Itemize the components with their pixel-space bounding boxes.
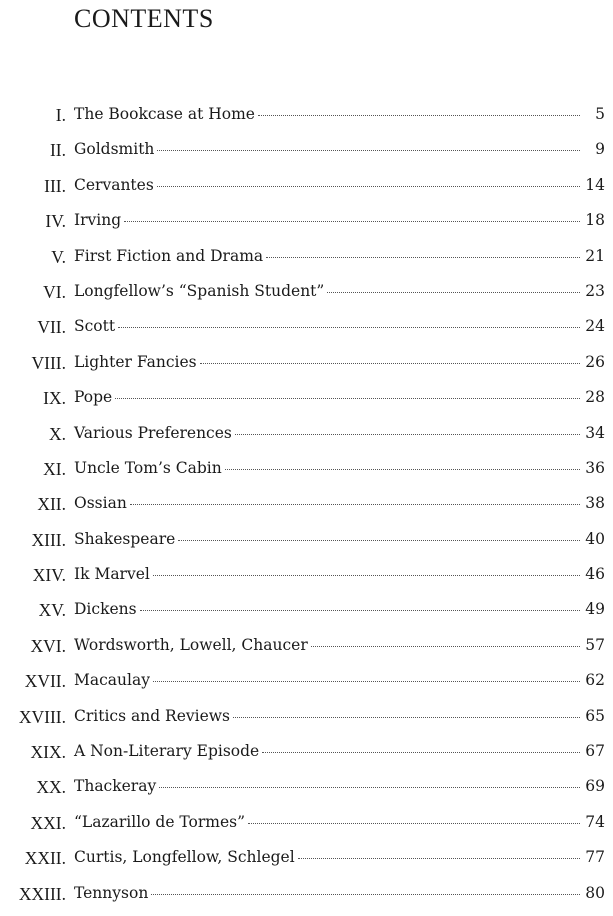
chapter-title: Thackeray bbox=[74, 777, 157, 796]
chapter-title: Longfellow’s “Spanish Student” bbox=[74, 281, 325, 300]
chapter-number: XIX. bbox=[30, 742, 66, 763]
toc-entry[interactable] bbox=[0, 132, 613, 167]
toc-entry[interactable] bbox=[0, 840, 613, 875]
toc-entry-line bbox=[74, 105, 605, 123]
dot-leader bbox=[159, 787, 580, 788]
chapter-title: Irving bbox=[74, 211, 122, 230]
toc-entry-line bbox=[74, 707, 605, 725]
toc-entry[interactable] bbox=[0, 309, 613, 344]
dot-leader bbox=[258, 115, 580, 116]
dot-leader bbox=[124, 221, 580, 222]
page-number: 18 bbox=[585, 211, 605, 230]
chapter-title: Shakespeare bbox=[74, 529, 176, 548]
toc-entry-line bbox=[74, 742, 605, 760]
chapter-title: A Non-Literary Episode bbox=[74, 742, 260, 761]
chapter-title: First Fiction and Drama bbox=[74, 246, 264, 265]
chapter-title: Curtis, Longfellow, Schlegel bbox=[74, 848, 295, 867]
page-number: 5 bbox=[595, 105, 605, 123]
chapter-title: Ik Marvel bbox=[74, 565, 150, 584]
dot-leader bbox=[130, 504, 580, 505]
chapter-number: XIII. bbox=[31, 529, 66, 550]
chapter-number: XII. bbox=[37, 494, 66, 515]
page-number: 77 bbox=[585, 848, 605, 867]
toc-entry-line bbox=[74, 777, 605, 795]
page-number: 65 bbox=[585, 706, 605, 725]
chapter-number: IV. bbox=[45, 211, 66, 232]
toc-entry-line bbox=[74, 353, 605, 371]
toc-entry[interactable] bbox=[0, 97, 613, 132]
toc-entry[interactable] bbox=[0, 805, 613, 840]
toc-entry-line bbox=[74, 282, 605, 300]
page-number: 21 bbox=[585, 246, 605, 265]
toc-entry-line bbox=[74, 671, 605, 689]
chapter-number: VI. bbox=[43, 281, 66, 302]
toc-entry-line bbox=[74, 424, 605, 442]
chapter-title: Dickens bbox=[74, 600, 137, 619]
dot-leader bbox=[225, 469, 580, 470]
toc-entry[interactable] bbox=[0, 699, 613, 734]
chapter-number: II. bbox=[49, 140, 66, 161]
toc-entry[interactable] bbox=[0, 628, 613, 663]
dot-leader bbox=[178, 540, 580, 541]
page-number: 46 bbox=[585, 565, 605, 584]
page-number: 40 bbox=[585, 529, 605, 548]
page-number: 14 bbox=[585, 175, 605, 194]
chapter-number: XVIII. bbox=[18, 706, 66, 727]
toc-entry-line bbox=[74, 530, 605, 548]
page-number: 38 bbox=[585, 494, 605, 513]
chapter-title: Various Preferences bbox=[74, 423, 232, 442]
toc-entry-line bbox=[74, 317, 605, 335]
dot-leader bbox=[298, 858, 580, 859]
dot-leader bbox=[151, 894, 580, 895]
page-number: 67 bbox=[585, 742, 605, 761]
page-number: 34 bbox=[585, 423, 605, 442]
page-number: 24 bbox=[585, 317, 605, 336]
dot-leader bbox=[200, 363, 580, 364]
page-number: 69 bbox=[585, 777, 605, 796]
page-number: 49 bbox=[585, 600, 605, 619]
dot-leader bbox=[311, 646, 580, 647]
dot-leader bbox=[266, 257, 580, 258]
chapter-title: Ossian bbox=[74, 494, 127, 513]
toc-entry-line bbox=[74, 636, 605, 654]
toc-entry-line bbox=[74, 565, 605, 583]
dot-leader bbox=[115, 398, 580, 399]
chapter-number: XX. bbox=[36, 777, 66, 798]
chapter-title: Uncle Tom’s Cabin bbox=[74, 458, 222, 477]
toc-entry[interactable] bbox=[0, 380, 613, 415]
dot-leader bbox=[157, 186, 580, 187]
chapter-number: XIV. bbox=[32, 565, 66, 586]
toc-entry-line bbox=[74, 388, 605, 406]
page-number: 74 bbox=[585, 812, 605, 831]
dot-leader bbox=[153, 681, 580, 682]
dot-leader bbox=[262, 752, 580, 753]
chapter-number: XXI. bbox=[30, 812, 66, 833]
page-number: 26 bbox=[585, 352, 605, 371]
toc-entry[interactable] bbox=[0, 416, 613, 451]
chapter-number: VIII. bbox=[31, 352, 66, 373]
dot-leader bbox=[157, 150, 580, 151]
page-number: 57 bbox=[585, 635, 605, 654]
chapter-number: X. bbox=[48, 423, 66, 444]
toc-entry[interactable] bbox=[0, 663, 613, 698]
chapter-number: XV. bbox=[38, 600, 66, 621]
page-number: 80 bbox=[585, 883, 605, 902]
toc-entry-line bbox=[74, 459, 605, 477]
chapter-title: Cervantes bbox=[74, 175, 154, 194]
dot-leader bbox=[153, 575, 580, 576]
chapter-title: Critics and Reviews bbox=[74, 706, 230, 725]
chapter-title: “Lazarillo de Tormes” bbox=[74, 812, 246, 831]
toc-entry[interactable] bbox=[0, 486, 613, 521]
toc-entry[interactable] bbox=[0, 522, 613, 557]
dot-leader bbox=[140, 610, 580, 611]
toc-entry-line bbox=[74, 884, 605, 902]
chapter-title: Goldsmith bbox=[74, 140, 155, 159]
chapter-number: VII. bbox=[37, 317, 66, 338]
toc-entry-line bbox=[74, 813, 605, 831]
chapter-number: XXII. bbox=[24, 848, 66, 869]
page-number: 62 bbox=[585, 671, 605, 690]
toc-entry[interactable] bbox=[0, 168, 613, 203]
toc-entry-line bbox=[74, 140, 605, 158]
chapter-number: V. bbox=[51, 246, 66, 267]
toc-entry-line bbox=[74, 176, 605, 194]
chapter-title: Pope bbox=[74, 388, 113, 407]
toc-entry-line bbox=[74, 247, 605, 265]
toc-entry[interactable] bbox=[0, 345, 613, 380]
page-number: 36 bbox=[585, 458, 605, 477]
chapter-number: XVII. bbox=[24, 671, 66, 692]
chapter-title: Wordsworth, Lowell, Chaucer bbox=[74, 635, 308, 654]
toc-entry[interactable] bbox=[0, 203, 613, 238]
dot-leader bbox=[327, 292, 580, 293]
toc-entry-line bbox=[74, 600, 605, 618]
chapter-number: XXIII. bbox=[18, 883, 66, 904]
chapter-title: The Bookcase at Home bbox=[74, 105, 255, 123]
chapter-title: Tennyson bbox=[74, 883, 149, 902]
page-number: 9 bbox=[595, 140, 605, 159]
toc-entry-line bbox=[74, 211, 605, 229]
chapter-number: IX. bbox=[43, 388, 66, 409]
dot-leader bbox=[118, 327, 580, 328]
toc-entry[interactable] bbox=[0, 592, 613, 627]
toc-entry[interactable] bbox=[0, 876, 613, 911]
chapter-number: I. bbox=[55, 105, 66, 125]
page-title: CONTENTS bbox=[74, 4, 214, 33]
toc-entry[interactable] bbox=[0, 734, 613, 769]
chapter-number: XI. bbox=[43, 458, 66, 479]
chapter-number: XVI. bbox=[30, 635, 66, 656]
toc-entry[interactable] bbox=[0, 451, 613, 486]
page-number: 28 bbox=[585, 388, 605, 407]
toc-entry-line bbox=[74, 848, 605, 866]
dot-leader bbox=[248, 823, 580, 824]
toc-entry[interactable] bbox=[0, 769, 613, 804]
chapter-number: III. bbox=[44, 175, 66, 196]
chapter-title: Macaulay bbox=[74, 671, 150, 690]
dot-leader bbox=[235, 434, 580, 435]
toc-entry[interactable] bbox=[0, 239, 613, 274]
toc-entry[interactable] bbox=[0, 274, 613, 309]
page-number: 23 bbox=[585, 281, 605, 300]
toc-entry-line bbox=[74, 494, 605, 512]
chapter-title: Lighter Fancies bbox=[74, 352, 197, 371]
dot-leader bbox=[233, 717, 580, 718]
toc-entry[interactable] bbox=[0, 557, 613, 592]
chapter-title: Scott bbox=[74, 317, 116, 336]
table-of-contents bbox=[0, 97, 613, 911]
